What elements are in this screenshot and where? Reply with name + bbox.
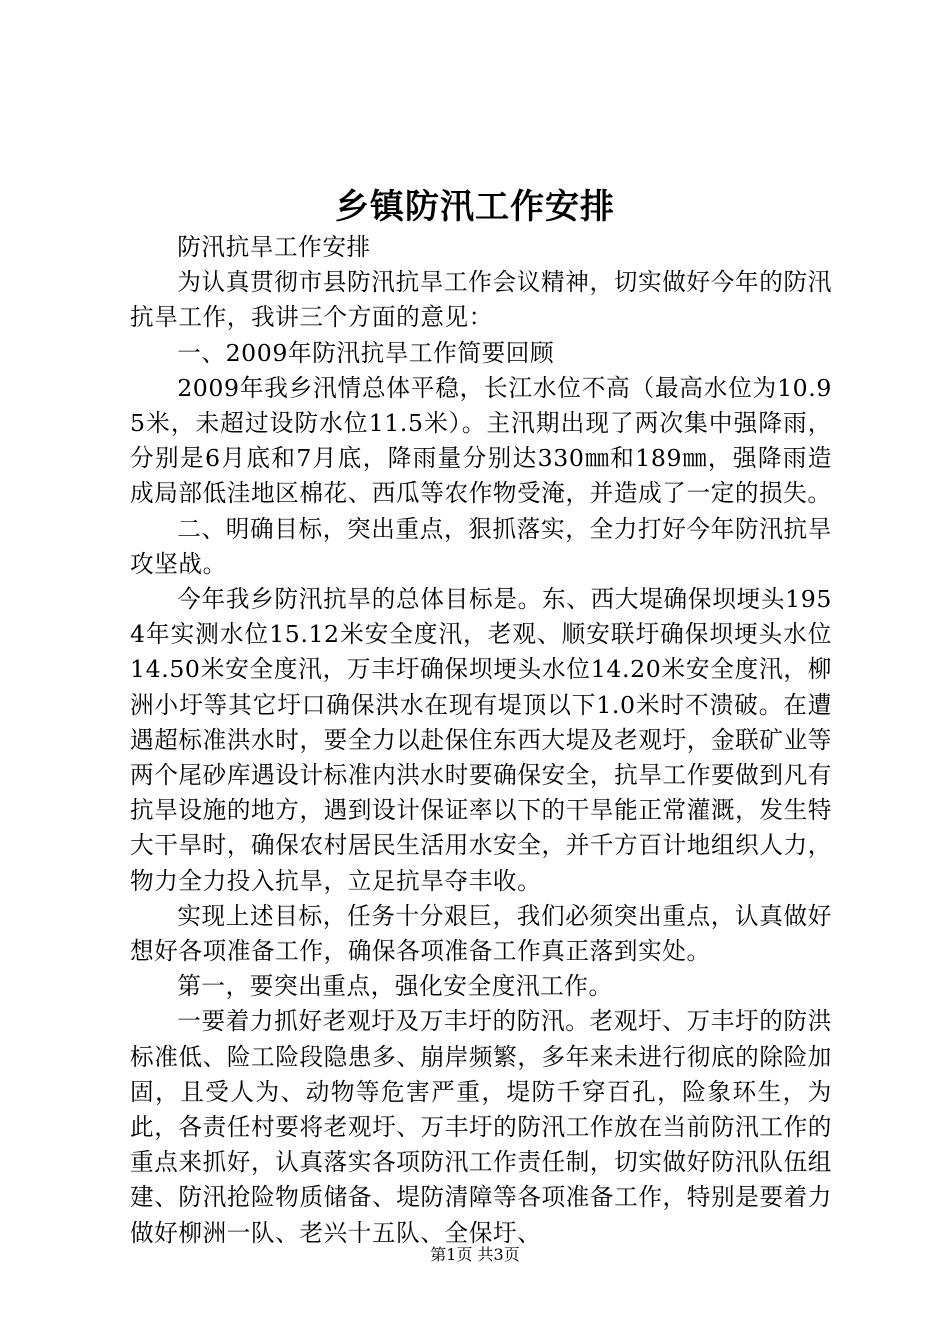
paragraph: 实现上述目标，任务十分艰巨，我们必须突出重点，认真做好想好各项准备工作，确保各项准备工作真正落到实处。 xyxy=(130,901,832,966)
paragraph: 为认真贯彻市县防汛抗旱工作会议精神，切实做好今年的防汛抗旱工作，我讲三个方面的意见： xyxy=(130,268,832,332)
paragraph-heading: 防汛抗旱工作安排 xyxy=(177,233,371,261)
page-number-footer: 第1页 共3页 xyxy=(430,1245,520,1264)
paragraph: 今年我乡防汛抗旱的总体目标是。东、西大堤确保坝埂头1954年实测水位15.12米安全度汛，老观、顺安联圩确保坝埂头水位14.50米安全度汛，万丰圩确保坝埂头水位14.20米安全度汛，柳洲小圩等其它圩口确保洪水在现有堤顶以下1.0米时不溃破。在遭遇超标准洪水时，要全力以赴保住东西大堤及老观圩，金联矿业等两个尾砂库遇设计标准内洪水时要确保安全，抗旱工作要做到凡有抗旱设施的地方，遇到设计保证率以下的干旱能正常灌溉，发生特大干旱时，确保农村居民生活用水安全，并千方百计地组织人力，物力全力投入抗旱，立足抗旱夺丰收。 xyxy=(130,585,832,895)
section-heading: 二、明确目标，突出重点，狠抓落实，全力打好今年防汛抗旱攻坚战。 xyxy=(130,514,832,578)
paragraph: 2009年我乡汛情总体平稳，长江水位不高（最高水位为10.95米，未超过设防水位11.5米）。主汛期出现了两次集中强降雨，分别是6月底和7月底，降雨量分别达330㎜和189㎜，强降雨造成局部低洼地区棉花、西瓜等农作物受淹，并造成了一定的损失。 xyxy=(130,373,832,508)
paragraph: 一要着力抓好老观圩及万丰圩的防汛。老观圩、万丰圩的防洪标准低、险工险段隐患多、崩岸频繁，多年来未进行彻底的除险加固，且受人为、动物等危害严重，堤防千穿百孔，险象环生，为此，各责任村要将老观圩、万丰圩的防汛工作放在当前防汛工作的重点来抓好，认真落实各项防汛工作责任制，切实做好防汛队伍组建、防汛抢险物质储备、堤防清障等各项准备工作，特别是要着力做好柳洲一队、老兴十五队、全保圩、 xyxy=(130,1007,832,1247)
document-body xyxy=(130,230,832,1251)
subsection-heading: 第一，要突出重点，强化安全度汛工作。 xyxy=(177,972,613,1001)
document-title: 乡镇防汛工作安排 xyxy=(335,187,615,227)
section-heading: 一、2009年防汛抗旱工作简要回顾 xyxy=(177,338,555,367)
